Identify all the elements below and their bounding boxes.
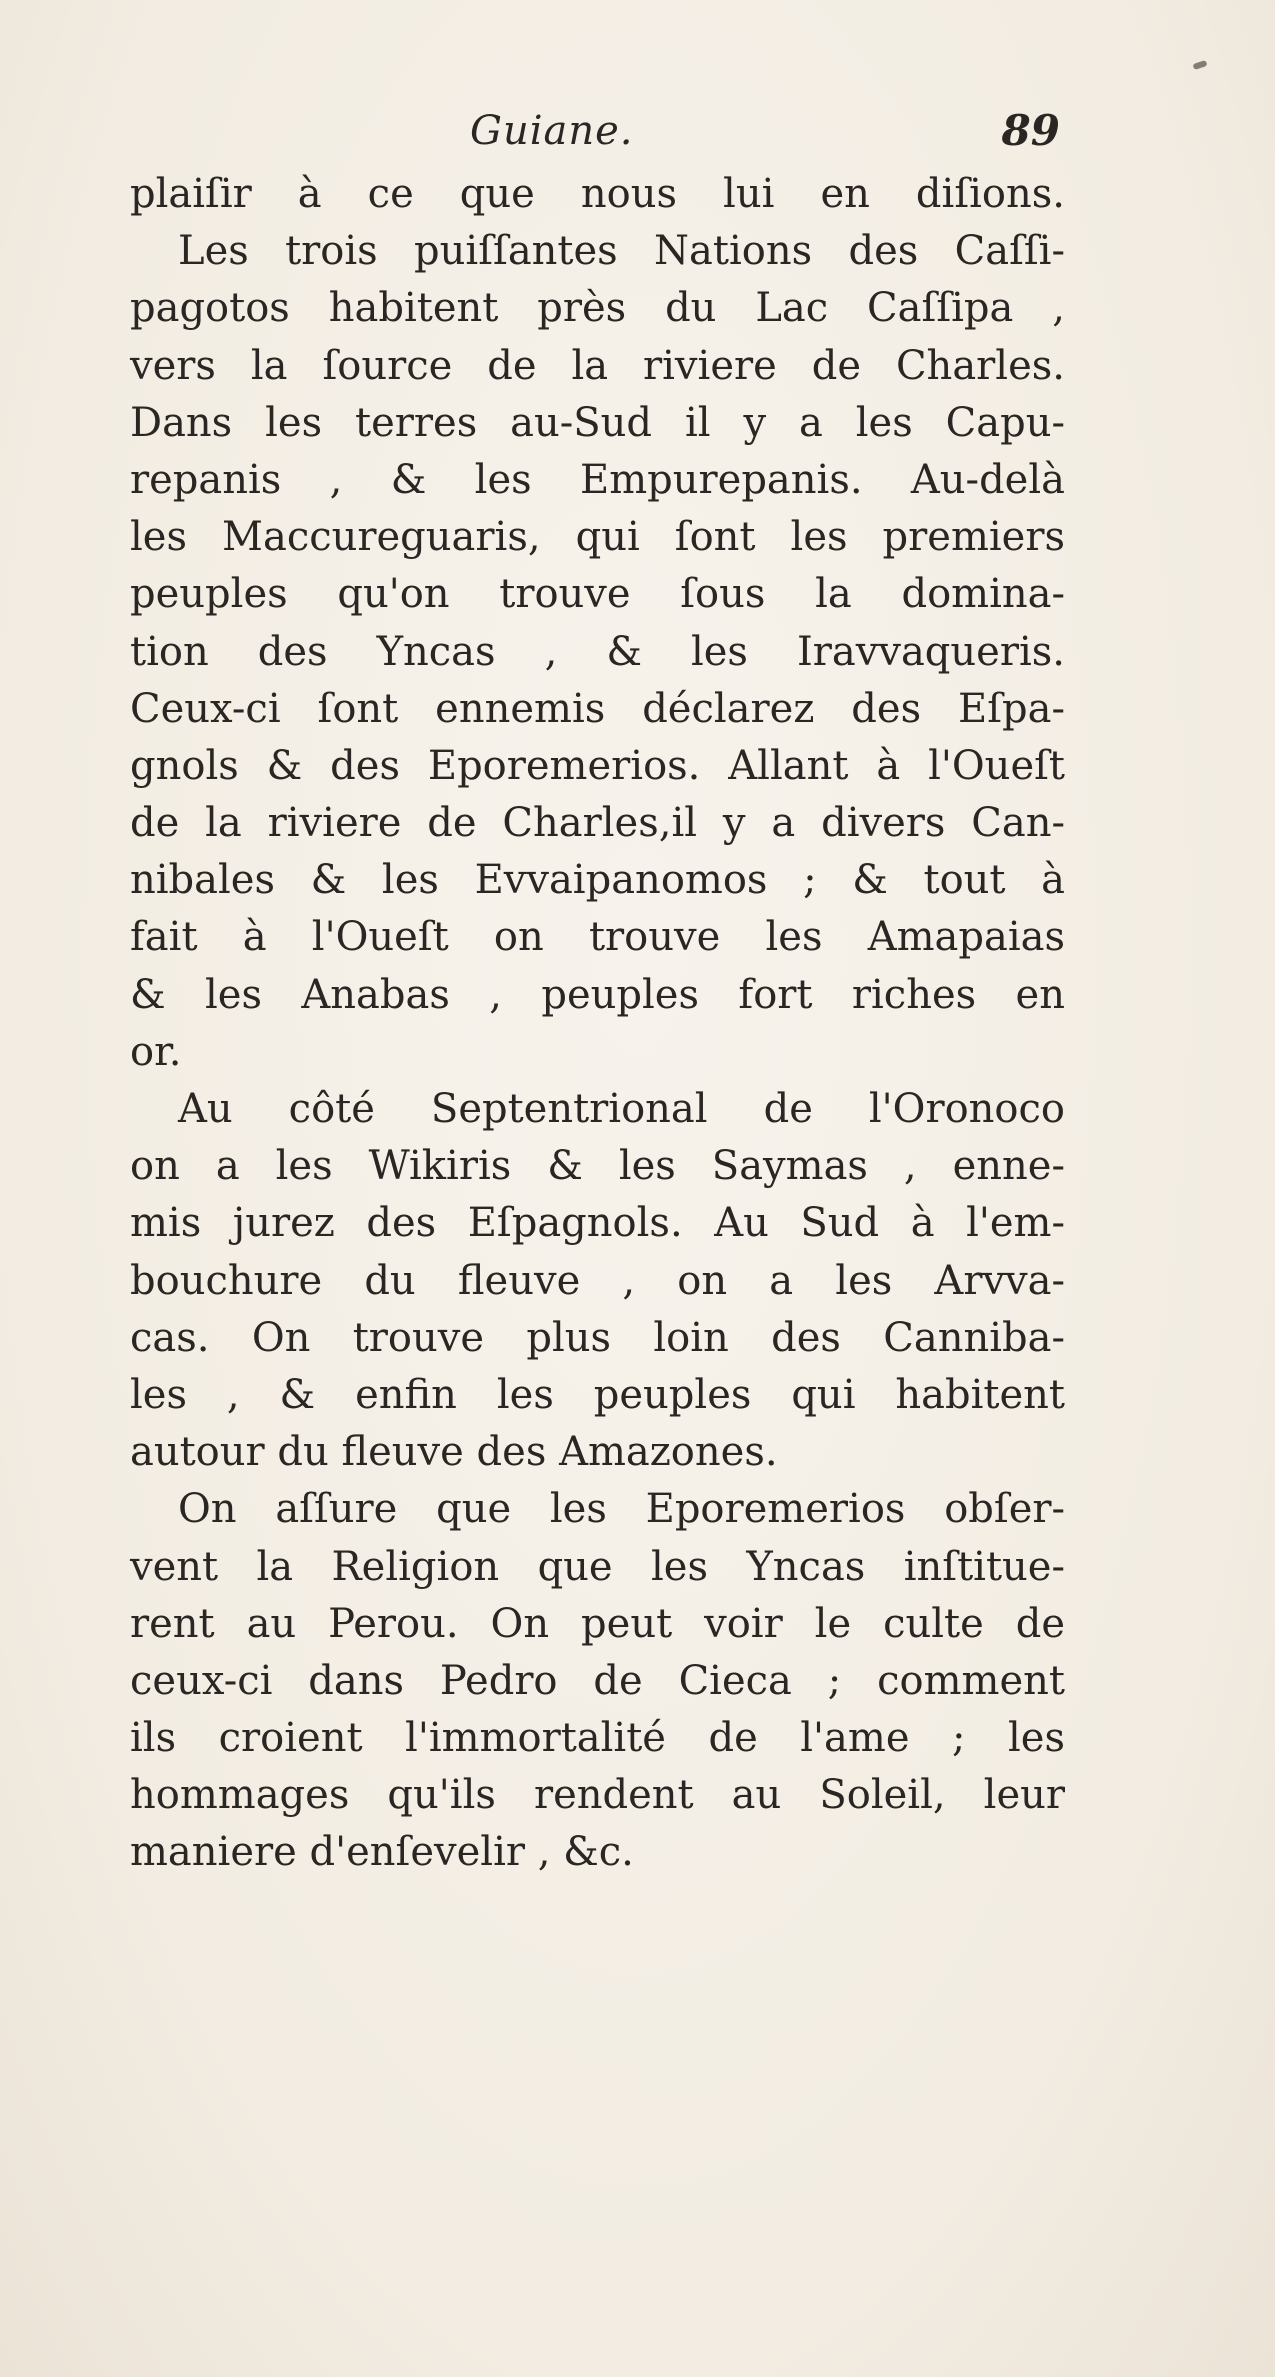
- text-line: ceux-ci dans Pedro de Cieca ; comment: [130, 1657, 1065, 1704]
- text-line: Dans les terres au-Sud il y a les Capu-: [130, 399, 1065, 446]
- text-line: peuples qu'on trouve ſous la domina-: [130, 571, 1065, 618]
- text-line: les Maccureguaris, qui ſont les premiers: [130, 514, 1065, 561]
- text-line: autour du fleuve des Amazones.: [130, 1429, 778, 1476]
- body-text: [130, 166, 1065, 1882]
- page-header: [130, 108, 1060, 158]
- text-line: les , & enfin les peuples qui habitent: [130, 1371, 1065, 1418]
- text-line: rent au Perou. On peut voir le culte de: [130, 1600, 1065, 1647]
- text-line: plaiſir à ce que nous lui en diſions.: [130, 171, 1065, 217]
- text-line: mis jurez des Eſpagnols. Au Sud à l'em-: [130, 1200, 1065, 1247]
- running-head: Guiane.: [470, 108, 634, 154]
- text-line: & les Anabas , peuples fort riches en: [130, 971, 1065, 1018]
- text-line: hommages qu'ils rendent au Soleil, leur: [130, 1772, 1065, 1819]
- text-line: de la riviere de Charles,il y a divers Can-: [130, 800, 1065, 847]
- text-line: vent la Religion que les Yncas inſtitue-: [130, 1543, 1065, 1590]
- text-line: pagotos habitent près du Lac Caſſipa ,: [130, 285, 1065, 332]
- text-line: nibales & les Evvaipanomos ; & tout à: [130, 857, 1065, 904]
- text-line: Au côté Septentrional de l'Oronoco: [178, 1086, 1065, 1132]
- text-line: bouchure du fleuve , on a les Arvva-: [130, 1257, 1065, 1304]
- text-line: Les trois puiſſantes Nations des Caſſi-: [178, 228, 1065, 275]
- text-line: vers la ſource de la riviere de Charles.: [130, 342, 1065, 389]
- page-number: 89: [1001, 106, 1060, 155]
- text-line: on a les Wikiris & les Saymas , enne-: [130, 1143, 1065, 1190]
- text-line: or.: [130, 1028, 182, 1075]
- text-line: ils croient l'immortalité de l'ame ; les: [130, 1715, 1065, 1762]
- text-line: On aſſure que les Eporemerios obſer-: [178, 1486, 1065, 1533]
- text-line: gnols & des Eporemerios. Allant à l'Oueſt: [130, 742, 1065, 789]
- text-line: tion des Yncas , & les Iravvaqueris.: [130, 628, 1065, 675]
- text-line: Ceux-ci ſont ennemis déclarez des Eſpa-: [130, 685, 1065, 732]
- ink-speck: [1192, 60, 1207, 70]
- text-line: fait à l'Oueſt on trouve les Amapaias: [130, 914, 1065, 961]
- text-line: repanis , & les Empurepanis. Au-delà: [130, 456, 1065, 503]
- text-line: maniere d'enſevelir , &c.: [130, 1829, 634, 1876]
- text-line: cas. On trouve plus loin des Canniba-: [130, 1314, 1065, 1361]
